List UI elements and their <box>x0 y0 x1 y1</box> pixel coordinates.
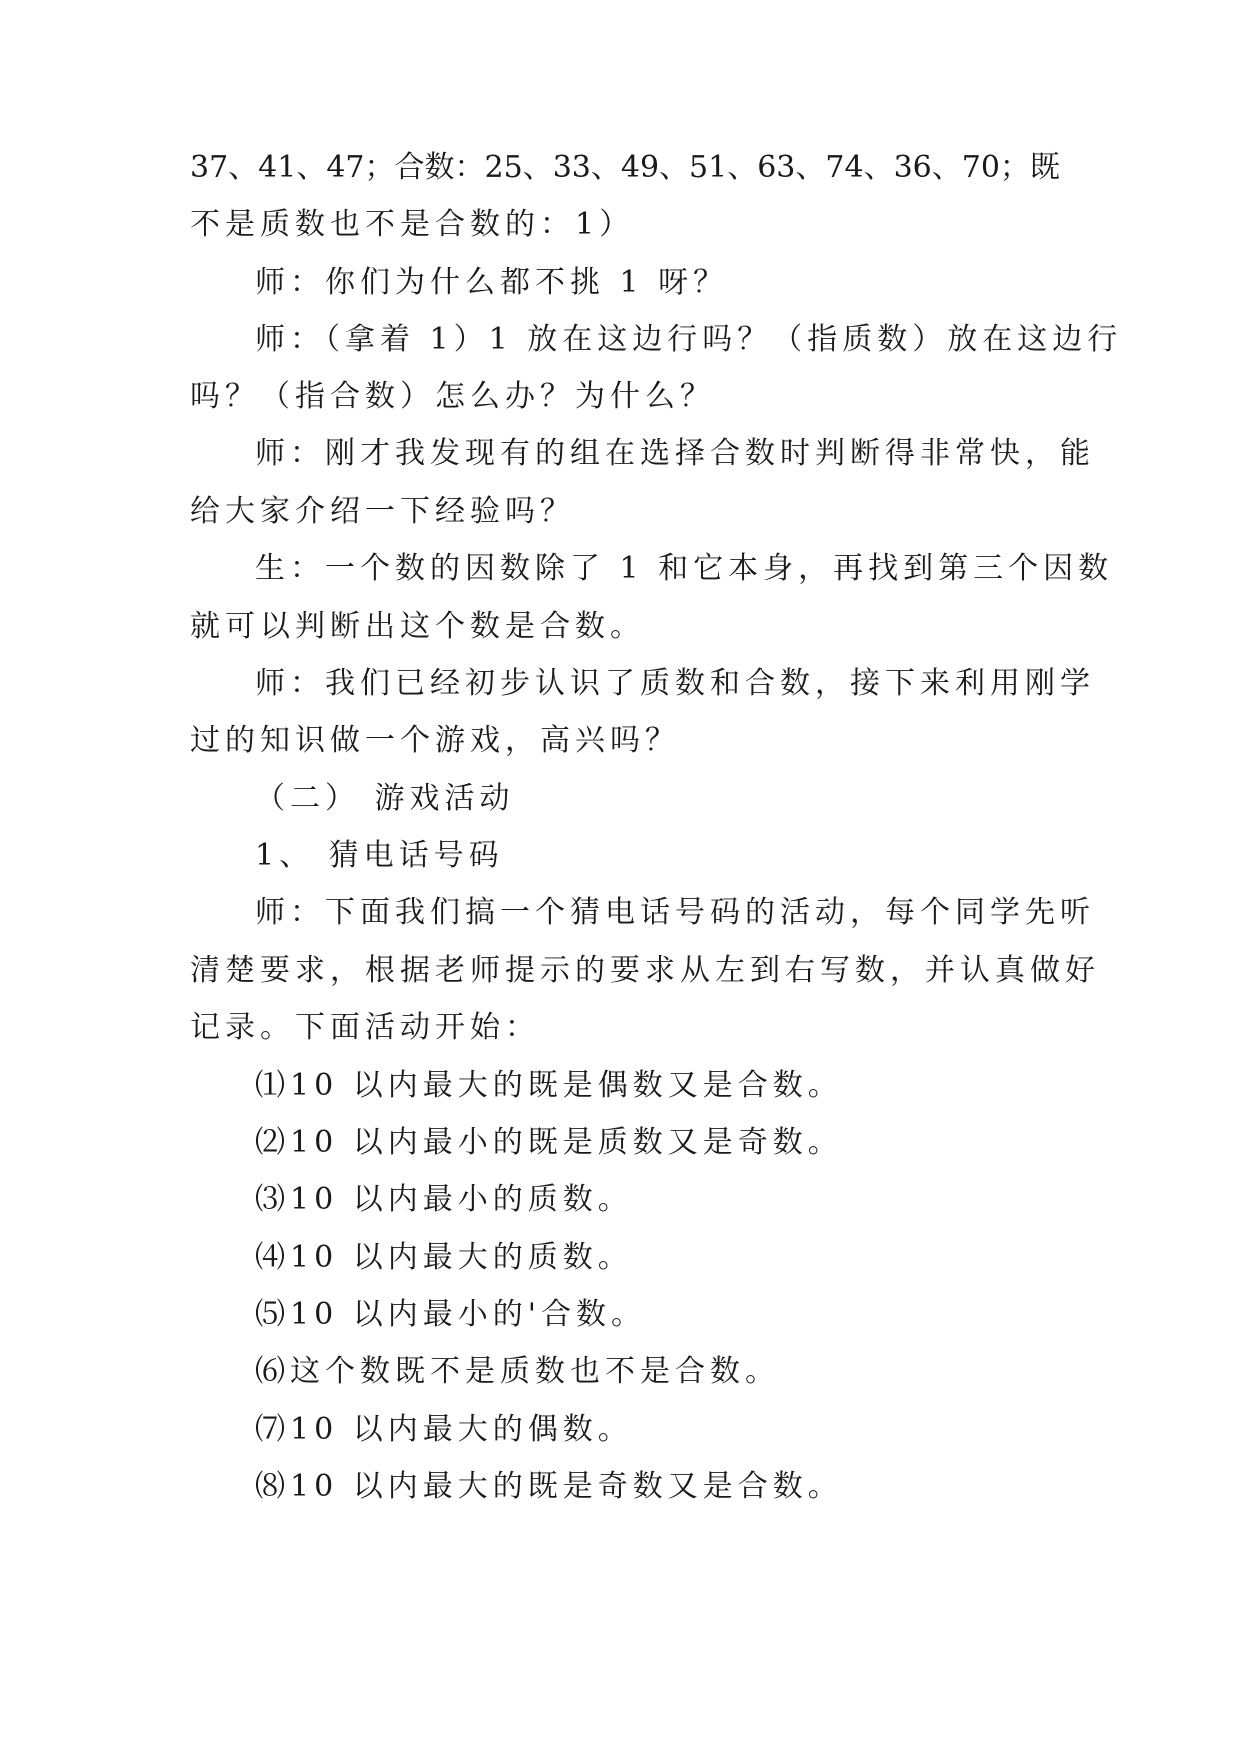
list-item-4: ⑷10 以内最大的质数。 <box>255 1240 633 1275</box>
section-heading: （二） 游戏活动 <box>255 781 515 816</box>
text-line-7: 给大家介绍一下经验吗？ <box>190 494 575 529</box>
text-line-14: 师：下面我们搞一个猜电话号码的活动，每个同学先听 <box>255 895 1095 930</box>
text-line-8: 生：一个数的因数除了 1 和它本身，再找到第三个因数 <box>255 551 1114 586</box>
text-line-1 <box>190 148 1060 188</box>
line-1-text: 37、41、47；合数：25、33、49、51、63、74、36、70；既 <box>190 150 1060 185</box>
list-item-8: ⑻10 以内最大的既是奇数又是合数。 <box>255 1469 843 1504</box>
text-line-6: 师：刚才我发现有的组在选择合数时判断得非常快，能 <box>255 436 1095 471</box>
text-line-5: 吗？（指合数）怎么办？为什么？ <box>190 379 715 414</box>
list-item-6: ⑹这个数既不是质数也不是合数。 <box>255 1354 780 1389</box>
text-line-2: 不是质数也不是合数的：1） <box>190 207 635 242</box>
list-item-7: ⑺10 以内最大的偶数。 <box>255 1412 633 1447</box>
subsection-heading: 1、 猜电话号码 <box>255 838 504 873</box>
list-item-1: ⑴10 以内最大的既是偶数又是合数。 <box>255 1068 843 1103</box>
text-line-11: 过的知识做一个游戏，高兴吗？ <box>190 723 680 758</box>
text-line-9: 就可以判断出这个数是合数。 <box>190 609 645 644</box>
text-line-10: 师：我们已经初步认识了质数和合数，接下来利用刚学 <box>255 666 1095 701</box>
list-item-2: ⑵10 以内最小的既是质数又是奇数。 <box>255 1125 843 1160</box>
list-item-3: ⑶10 以内最小的质数。 <box>255 1182 633 1217</box>
text-line-4: 师：（拿着 1）1 放在这边行吗？（指质数）放在这边行 <box>255 322 1123 357</box>
list-item-5: ⑸10 以内最小的'合数。 <box>255 1297 646 1332</box>
text-line-16: 记录。下面活动开始： <box>190 1010 540 1045</box>
text-line-3: 师：你们为什么都不挑 1 呀？ <box>255 265 729 300</box>
text-line-15: 清楚要求，根据老师提示的要求从左到右写数，并认真做好 <box>190 953 1100 988</box>
